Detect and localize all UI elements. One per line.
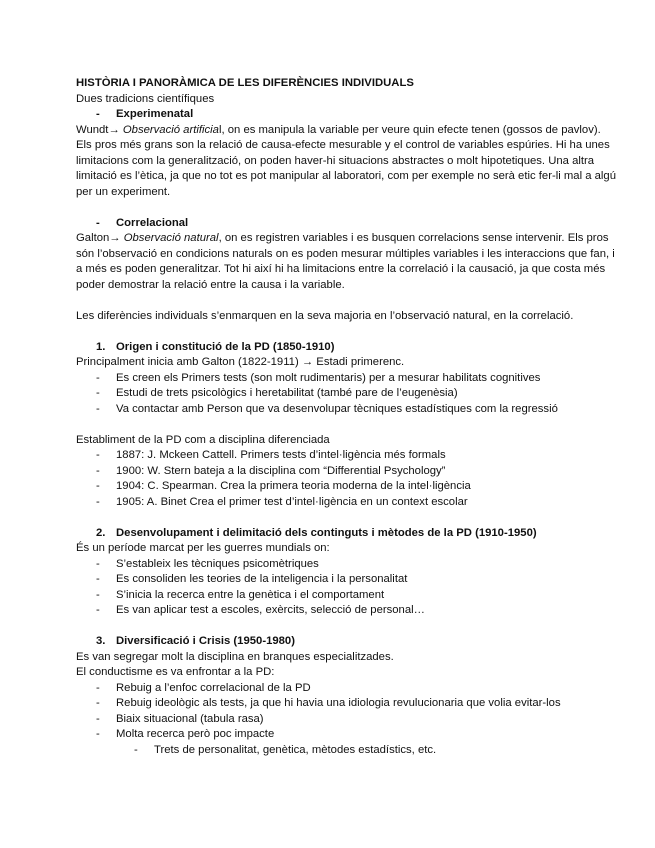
list-item [76, 557, 616, 573]
heading-experimental [76, 107, 616, 123]
dash-marker: - [96, 216, 100, 229]
document-page [76, 76, 616, 758]
section-2-heading [76, 526, 616, 542]
list-item-text: Molta recerca però poc impacte [116, 728, 275, 740]
list-item [76, 402, 616, 418]
list-item-text: Biaix situacional (tabula rasa) [116, 712, 264, 725]
list-item [76, 696, 616, 712]
dash-marker: - [96, 387, 100, 399]
dash-marker: - [96, 108, 100, 120]
list-item-text: S’inicia la recerca entre la genètica i el comportament [116, 588, 385, 601]
section-2-list [76, 557, 616, 619]
section-3-intro: Es van segregar molt la disciplina en branques especialitzades. [76, 650, 394, 663]
dash-marker: - [96, 697, 100, 709]
lead-emphasis: Observació natural [123, 232, 219, 244]
dash-marker: - [96, 573, 100, 585]
section-1-list [76, 371, 616, 418]
heading-text: Origen i constitució de la PD (1850-1910) [116, 340, 335, 353]
dash-marker: - [134, 743, 138, 756]
list-item-text: 1887: J. Mckeen Cattell. Primers tests d’intel·ligència més formals [116, 449, 446, 461]
list-item-text: Rebuig ideològic als tests, ja que hi havia una idiologia revulucionaria que volia evitar-los [116, 697, 561, 709]
dash-marker: - [96, 557, 100, 570]
dash-marker: - [96, 681, 100, 694]
dash-marker: - [96, 728, 100, 740]
dash-marker: - [96, 464, 100, 477]
dash-marker: - [96, 712, 100, 725]
heading-text: Correlacional [116, 216, 189, 229]
list-item-text: 1904: C. Spearman. Crea la primera teoria moderna de la intel·ligència [116, 480, 471, 492]
list-item-text: 1900: W. Stern bateja a la disciplina com “Differential Psychology” [116, 464, 446, 477]
section-1-intro2: Establiment de la PD com a disciplina diferenciada [76, 433, 330, 446]
section-1-intro: Principalment inicia amb Galton (1822-1911) → Estadi primerenc. [76, 356, 405, 368]
section-3-intro2: El conductisme es va enfrontar a la PD: [76, 666, 275, 678]
section-1-list2 [76, 448, 616, 510]
list-item-text: Rebuig a l’enfoc correlacional de la PD [116, 681, 311, 694]
list-item [76, 464, 616, 480]
dash-marker: - [96, 480, 100, 492]
list-item-text: Estudi de trets psicològics i heretabilitat (també pare de l’eugenèsia) [116, 387, 458, 399]
body-text: , on es registren variables i es busquen correlacions sense intervenir. Els pros són l’observació en condicions naturals on es poden mesurar múltiples variables i les interaccions que fan, i a més es poden generalitzar. Tot hi així hi ha limitacions entre la correlació i la causació, ja que costa més poder demostrar la relació entre la causa i la variable. [76, 232, 615, 291]
list-item-text: Es consoliden les teories de la inteligencia i la personalitat [116, 573, 408, 585]
dash-marker: - [96, 402, 100, 415]
list-item [76, 681, 616, 697]
list-item [76, 727, 616, 743]
list-item [76, 479, 616, 495]
section-3-list [76, 681, 616, 759]
list-item-text: Es creen els Primers tests (son molt rudimentaris) per a mesurar habilitats cognitives [116, 371, 541, 384]
heading-text: Experimenatal [116, 108, 194, 120]
list-item [76, 371, 616, 387]
lead: Galton→ [76, 232, 124, 244]
list-item [76, 495, 616, 511]
heading-text: Desenvolupament i delimitació dels continguts i mètodes de la PD (1910-1950) [116, 526, 537, 539]
heading-text: Diversificació i Crisis (1950-1980) [116, 635, 295, 647]
number-marker: 2. [96, 526, 106, 539]
dash-marker: - [96, 604, 100, 616]
number-marker: 1. [96, 340, 106, 353]
list-item-text: S’estableix les tècniques psicomètriques [116, 557, 319, 570]
lead-emphasis: Observació artificia [122, 123, 219, 136]
dash-marker: - [96, 588, 100, 601]
subtitle: Dues tradicions científiques [76, 92, 215, 105]
list-item [76, 603, 616, 619]
dash-marker: - [96, 371, 100, 384]
body-text: l, on es manipula la variable per veure quin efecte tenen (gossos de pavlov). Els pros més grans son la relació de causa-efecte mesurable y el control de variables espúries. Hi ha unes limitacions com la generalització, on poden haver-hi situacions abstractes o molt hipotetiques. Una altra limitació es l’ètica, ja que no tot es pot manipular al laboratori, com per exemple no serà etic fer-li mal a algú per un experiment. [76, 123, 617, 198]
section-1-heading [76, 340, 616, 356]
heading-correlational [76, 216, 616, 232]
lead: Wundt→ [76, 123, 123, 136]
dash-marker: - [96, 495, 100, 508]
list-item-text: 1905: A. Binet Crea el primer test d’intel·ligència en un context escolar [116, 495, 468, 508]
list-item [76, 588, 616, 604]
section-3-heading [76, 634, 616, 650]
list-item-text: Es van aplicar test a escoles, exèrcits, selecció de personal… [116, 604, 425, 616]
list-item [76, 448, 616, 464]
conclusion-paragraph: Les diferències individuals s’enmarquen en la seva majoria en l’observació natural, en la correlació. [76, 309, 574, 322]
list-item-text: Trets de personalitat, genètica, mètodes estadístics, etc. [154, 743, 437, 756]
document-title: HISTÒRIA I PANORÀMICA DE LES DIFERÈNCIES INDIVIDUALS [76, 77, 414, 89]
list-item [76, 572, 616, 588]
paragraph-experimental [76, 123, 616, 201]
paragraph-correlational [76, 231, 616, 293]
number-marker: 3. [96, 635, 106, 647]
dash-marker: - [96, 449, 100, 461]
list-item-text: Va contactar amb Person que va desenvolupar tècniques estadístiques com la regressió [116, 402, 558, 415]
sub-list-item [76, 743, 616, 759]
list-item [76, 712, 616, 728]
section-2-intro: És un període marcat per les guerres mundials on: [76, 542, 330, 554]
list-item [76, 386, 616, 402]
